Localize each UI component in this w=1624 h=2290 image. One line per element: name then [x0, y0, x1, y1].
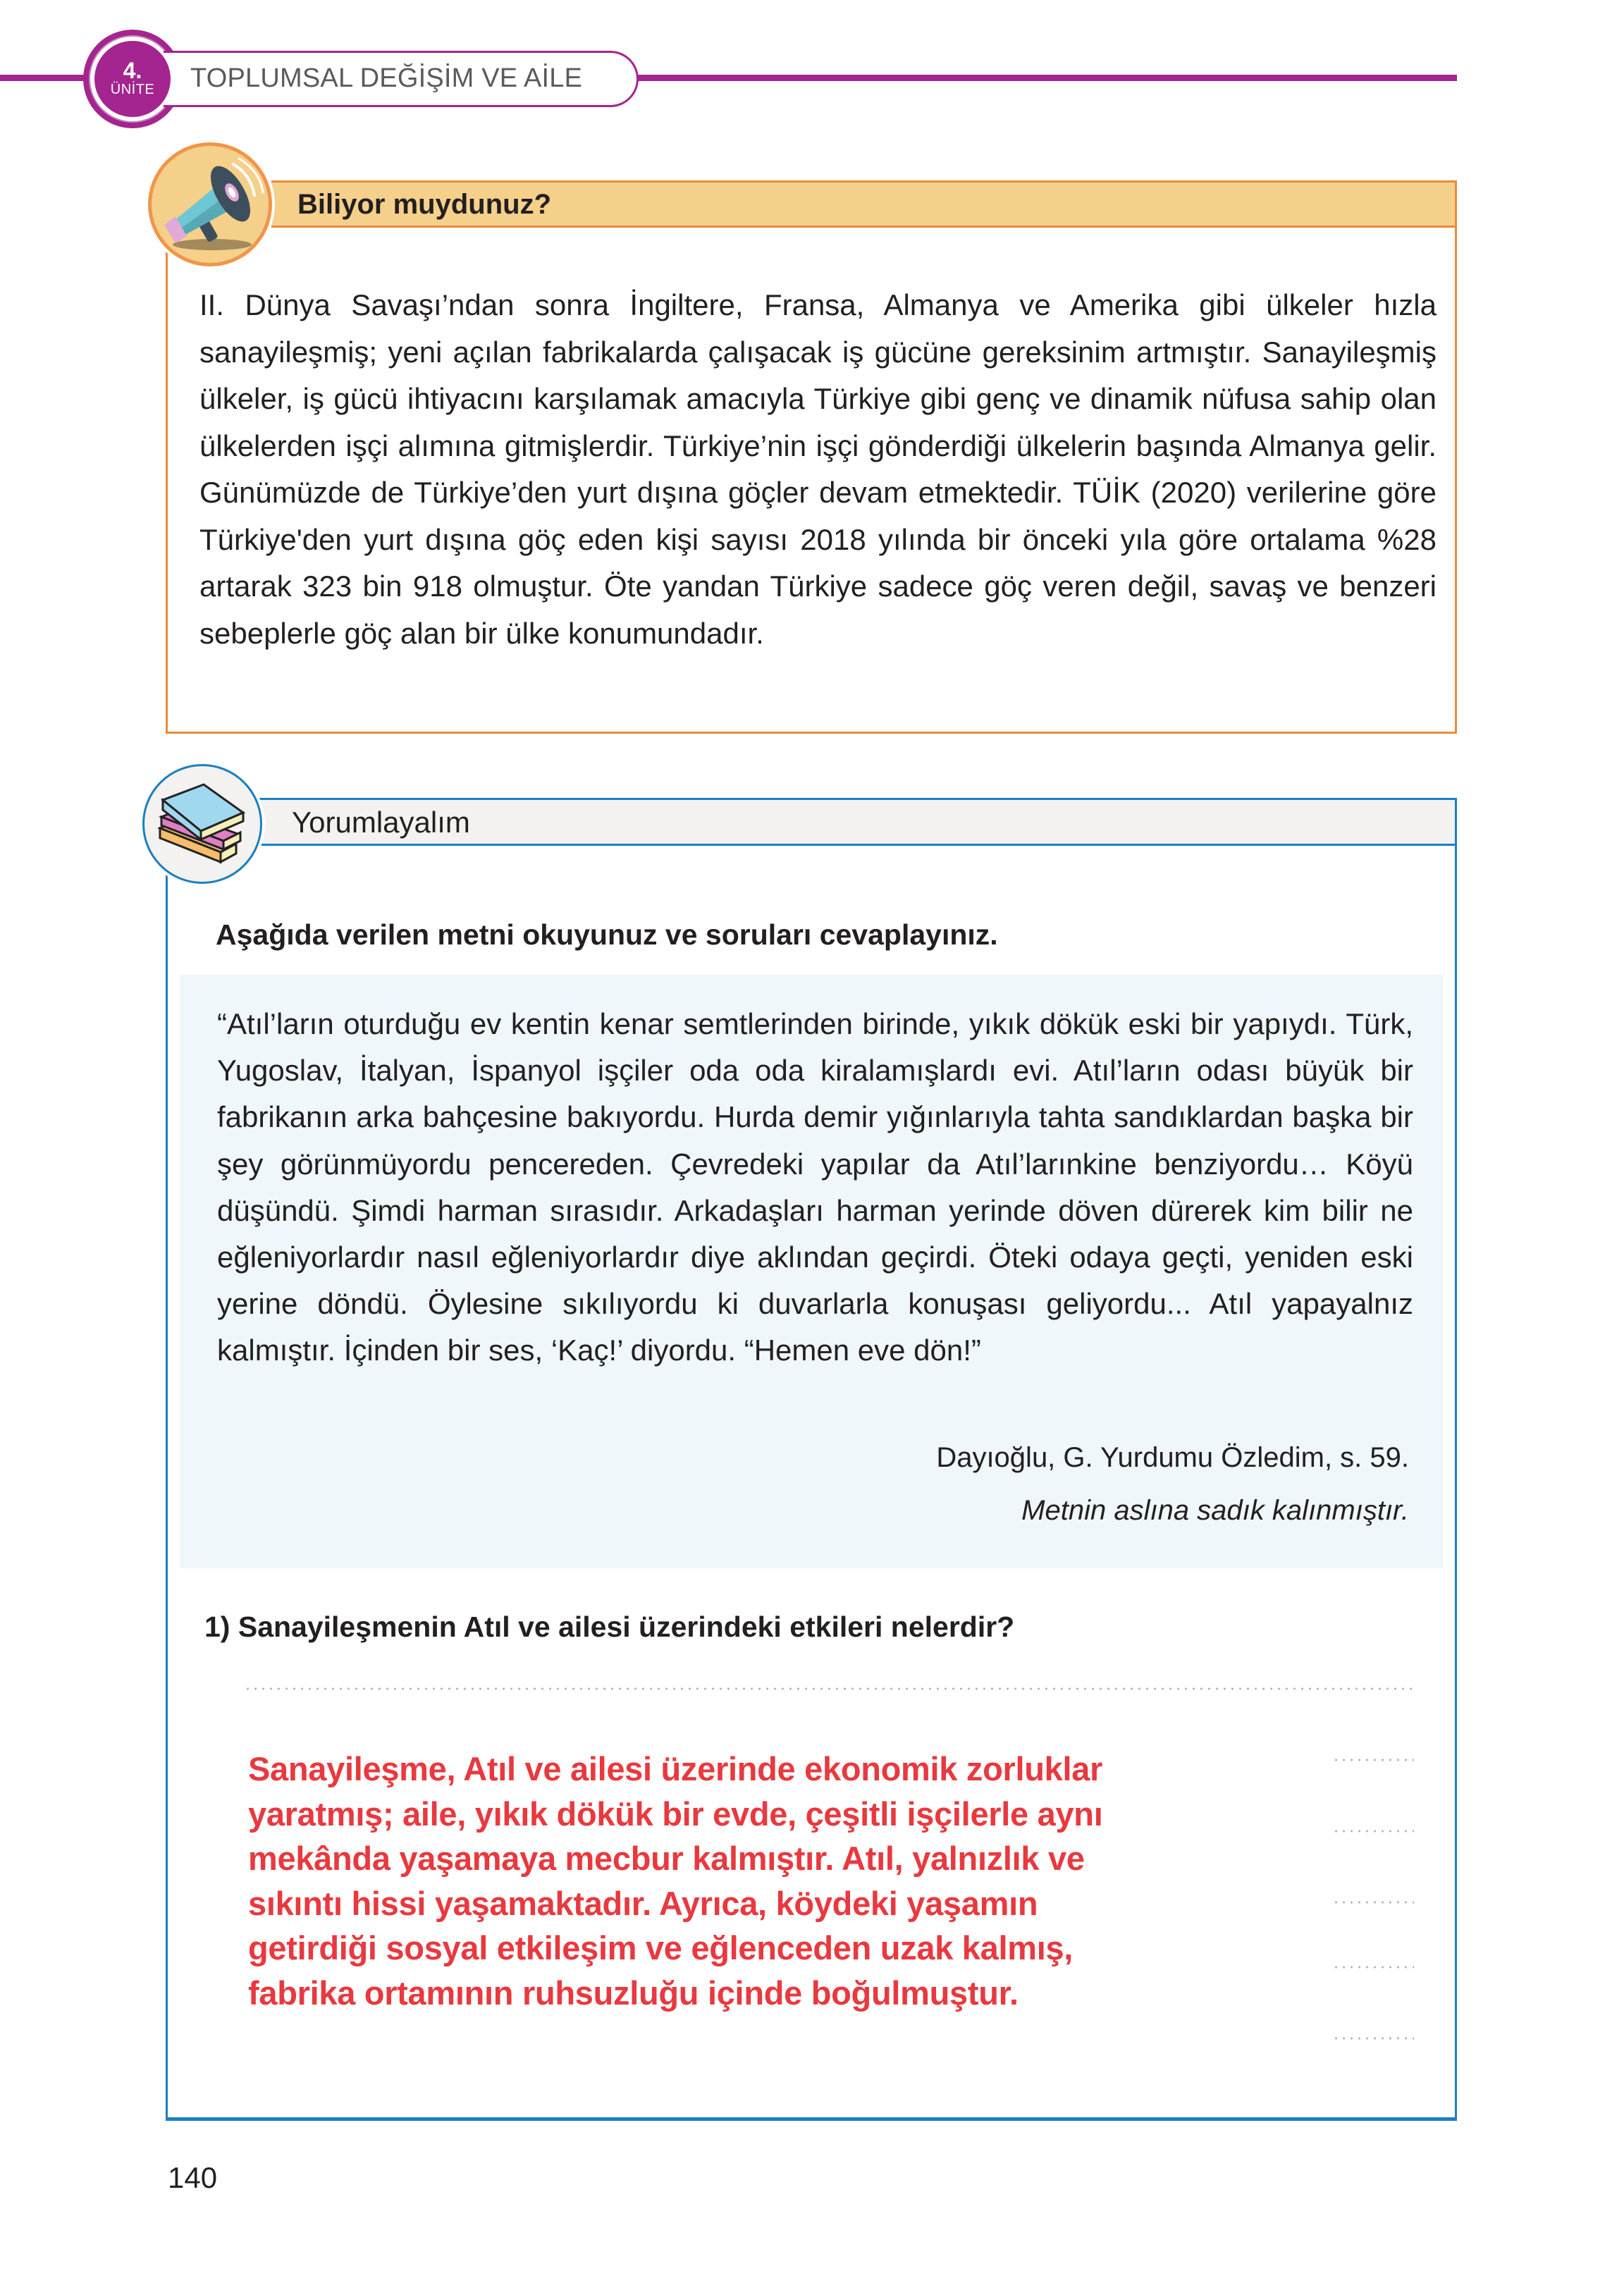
answer-text-line: fabrika ortamının ruhsuzluğu içinde boğulmuştur.: [248, 1974, 1019, 2012]
answer-line[interactable]: [1332, 1901, 1414, 1904]
answer-line[interactable]: [1332, 1966, 1414, 1969]
unit-title: TOPLUMSAL DEĞİŞİM VE AİLE: [190, 63, 583, 93]
answer-text-line: getirdiği sosyal etkileşim ve eğlenceden uzak kalmış,: [248, 1929, 1074, 1966]
quote-note: Metnin aslına sadık kalınmıştır.: [1021, 1495, 1409, 1526]
page-number: 140: [168, 2161, 218, 2194]
answer-line[interactable]: [1332, 1830, 1414, 1833]
answer-line[interactable]: [1332, 1759, 1414, 1761]
megaphone-icon: [148, 142, 272, 266]
interpret-title: Yorumlayalım: [292, 806, 470, 839]
did-you-know-body: II. Dünya Savaşı’ndan sonra İngiltere, Fransa, Almanya ve Amerika gibi ülkeler hızla sanayileşmiş; yeni açılan fabrikalarda çalışacak iş gücüne gereksinim artmıştır. Sanayileşmiş ülkeler, iş gücü ihtiyacını karşılamak amacıyla Türkiye gibi genç ve dinamik nüfusa sahip olan ülkelerden işçi alımına gitmişlerdir. Türkiye’nin işçi gönderdiği ülkelerin başında Almanya gelir. Günümüzde de Türkiye’den yurt dışına göçler devam etmektedir. TÜİK (2020) verilerine göre Türkiye'den yurt dışına göç eden kişi sayısı 2018 yılında bir önceki yıla göre ortalama %28 artarak 323 bin 918 olmuştur. Öte yandan Türkiye sadece göç veren değil, savaş ve benzeri sebeplerle göç alan bir ülke konumundadır.: [199, 288, 1437, 650]
answer-line[interactable]: [244, 1687, 1414, 1690]
unit-badge: [94, 41, 171, 117]
quote-source: Dayıoğlu, G. Yurdumu Özledim, s. 59.: [936, 1442, 1409, 1473]
answer-text-line: sıkıntı hissi yaşamaktadır. Ayrıca, köydeki yaşamın: [248, 1884, 1038, 1922]
answer-text-line: yaratmış; aile, yıkık dökük bir evde, çeşitli işçilerle aynı: [248, 1795, 1103, 1833]
quote-text: “Atıl’ların oturduğu ev kentin kenar semtlerinden birinde, yıkık dökük eski bir yapıydı. Türk, Yugoslav, İtalyan, İspanyol işçiler oda oda kiralamışlardı evi. Atıl’ların odası büyük bir fabrikanın arka bahçesine bakıyordu. Hurda demir yığınlarıyla tahta sandıklardan başka bir şey görünmüyordu pencereden. Çevredeki yapılar da Atıl’larınkine benziyordu… Köyü düşündü. Şimdi harman sırasıdır. Arkadaşları harman yerinde döven dürerek kim bilir ne eğleniyorlardır nasıl eğleniyorlardır diye aklından geçirdi. Öteki odaya geçti, yeniden eski yerine döndü. Öylesine sıkılıyordu ki duvarlarla konuşası geliyordu... Atıl yapayalnız kalmıştır. İçinden bir ses, ‘Kaç!’ diyordu. “Hemen eve dön!”: [217, 1007, 1413, 1367]
answer-line[interactable]: [1332, 2037, 1414, 2040]
handwritten-answer[interactable]: [248, 1747, 1320, 2015]
answer-text-line: mekânda yaşamaya mecbur kalmıştır. Atıl, yalnızlık ve: [248, 1840, 1085, 1877]
unit-label: ÜNİTE: [110, 82, 155, 97]
unit-number: 4.: [123, 58, 142, 83]
question-1: 1) Sanayileşmenin Atıl ve ailesi üzerindeki etkileri nelerdir?: [204, 1611, 1015, 1643]
answer-text-line: Sanayileşme, Atıl ve ailesi üzerinde ekonomik zorluklar: [248, 1750, 1103, 1787]
instruction-text: Aşağıda verilen metni okuyunuz ve soruları cevaplayınız.: [216, 918, 998, 951]
did-you-know-title: Biliyor muydunuz?: [297, 189, 551, 220]
books-icon: [142, 764, 262, 884]
